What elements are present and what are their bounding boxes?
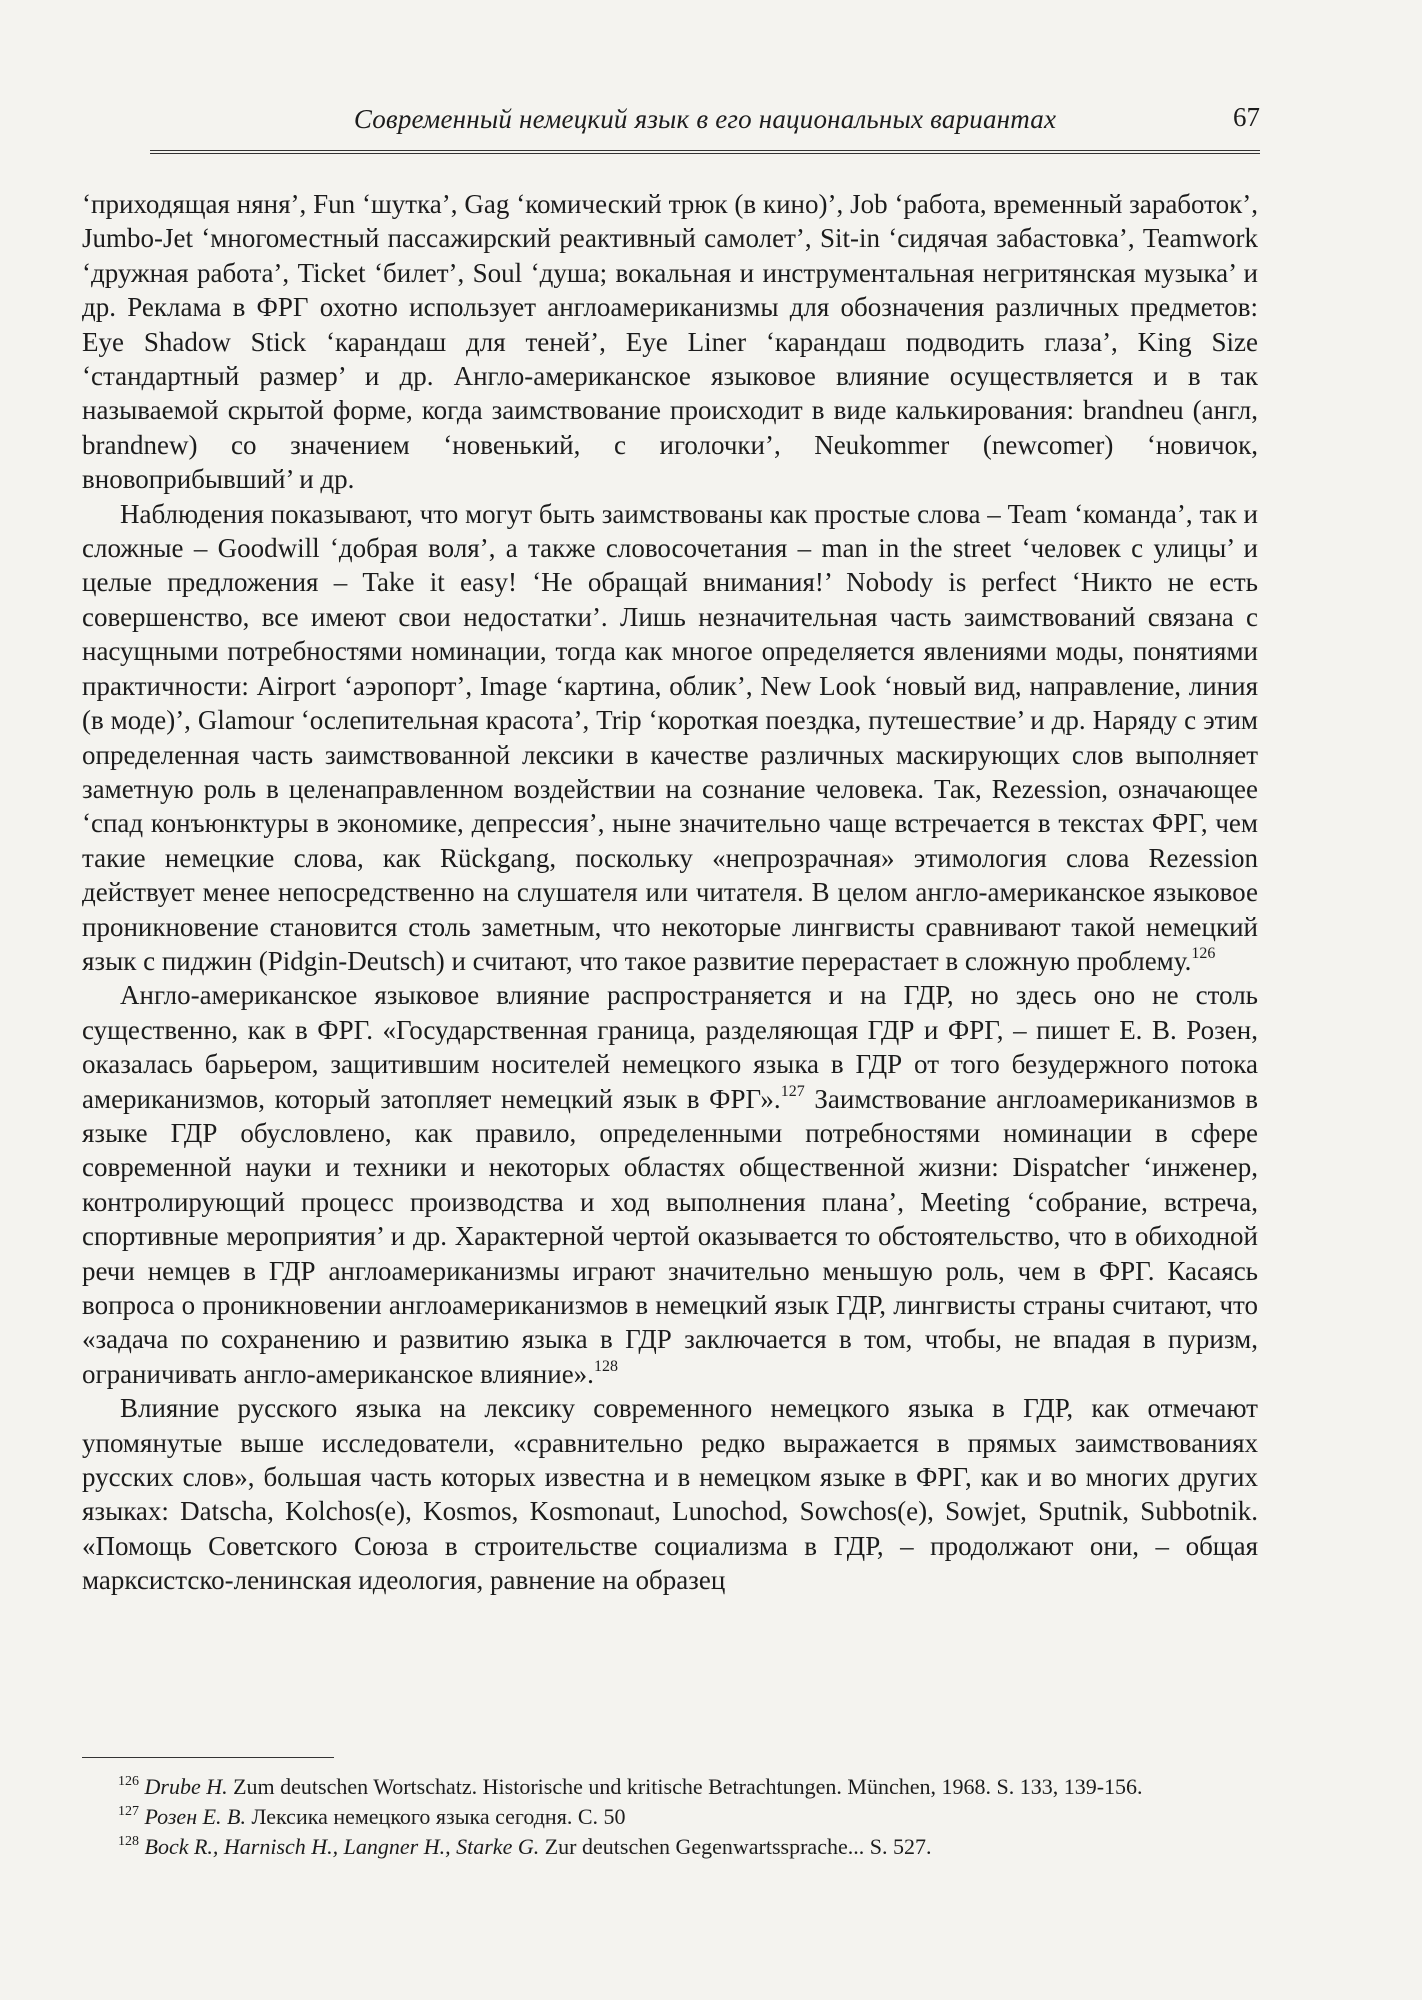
footnote-126 bbox=[118, 1772, 1258, 1802]
footnote-text: Zum deutschen Wortschatz. Historische und kritische Betrachtungen. München, 1968. S. 133, 139-156. bbox=[233, 1774, 1143, 1799]
paragraph-2 bbox=[82, 497, 1258, 979]
footnote-author: Bock R., Harnisch H., Langner H., Starke G. bbox=[144, 1834, 540, 1859]
footnote-ref[interactable]: 127 bbox=[780, 1082, 805, 1100]
footnote-author: Drube H. bbox=[144, 1774, 228, 1799]
paragraph-4 bbox=[82, 1391, 1258, 1597]
paragraph-text: Влияние русского языка на лексику современного немецкого языка в ГДР, как отмечают упомянутые выше исследователи, «сравнительно редко выражается в прямых заимствованиях русских слов», большая часть которых известна и в немецком языке в ФРГ, как и во многих других языках: Datscha, Kolchos(e), Kosmos, Kosmonaut, Lunochod, Sowchos(e), Sowjet, Sputnik, Subbotnik. «Помощь Советского Союза в строительстве социализма в ГДР, – продолжают они, – общая марксистско-ленинская идеология, равнение на образец bbox=[82, 1393, 1258, 1596]
footnote-ref[interactable]: 126 bbox=[1191, 944, 1216, 962]
running-head bbox=[150, 98, 1260, 148]
paragraph-text: Наблюдения показывают, что могут быть заимствованы как простые слова – Team ‘команда’, так и сложные – Goodwill ‘добрая воля’, а также словосочетания – man in the street ‘человек с улицы’ и целые предложения – Take it easy! ‘Не обращай внимания!’ Nobody is perfect ‘Никто не есть совершенство, все имеют свои недостатки’. Лишь незначительная часть заимствований связана с насущными потребностями номинации, тогда как многое определяется явлениями моды, понятиями практичности: Airport ‘аэропорт’, Image ‘картина, облик’, New Look ‘новый вид, направление, линия (в моде)’, Glamour ‘ослепительная красота’, Trip ‘короткая поездка, путешествие’ и др. Наряду с этим определенная часть заимствованной лексики в качестве различных маскирующих слов выполняет заметную роль в целенаправленном воздействии на сознание человека. Так, Rezession, означающее ‘спад конъюнктуры в экономике, депрессия’, ныне значительно чаще встречается в текстах ФРГ, чем такие немецкие слова, как Rückgang, поскольку «непрозрачная» этимология слова Rezession действует менее непосредственно на слушателя или читателя. В целом англо-американское языковое проникновение становится столь заметным, что некоторые лингвисты сравнивают такой немецкий язык с пиджин (Pidgin-Deutsch) и считают, что такое развитие перерастает в сложную проблему. bbox=[82, 498, 1258, 976]
paragraph-text: Англо-американское языковое влияние распространяется и на ГДР, но здесь оно не столь существенно, как в ФРГ. «Государственная граница, разделяющая ГДР и ФРГ, – пишет Е. В. Розен, оказалась барьером, защитившим носителей немецкого языка в ГДР от того безудержного потока американизмов, который затопляет немецкий язык в ФРГ». bbox=[82, 980, 1258, 1114]
footnotes bbox=[118, 1772, 1258, 1862]
paragraph-text: ‘приходящая няня’, Fun ‘шутка’, Gag ‘комический трюк (в кино)’, Job ‘работа, временный заработок’, Jumbo-Jet ‘многоместный пассажирский реактивный самолет’, Sit-in ‘сидячая забастовка’, Teamwork ‘дружная работа’, Ticket ‘билет’, Soul ‘душа; вокальная и инструментальная негритянская музыка’ и др. Реклама в ФРГ охотно использует англоамериканизмы для обозначения различных предметов: Eye Shadow Stick ‘карандаш для теней’, Eye Liner ‘карандаш подводить глаза’, King Size ‘стандартный размер’ и др. Англо-американское языковое влияние осуществляется и в так называемой скрытой форме, когда заимствование происходит в виде калькирования: brandneu (англ, brandnew) со значением ‘новенький, с иголочки’, Neukommer (newcomer) ‘новичок, вновоприбывший’ и др. bbox=[82, 189, 1258, 495]
header-rule bbox=[150, 150, 1260, 154]
page-number: 67 bbox=[1233, 102, 1260, 132]
footnote-ref[interactable]: 128 bbox=[593, 1357, 618, 1375]
footnote-number: 128 bbox=[118, 1834, 139, 1849]
body-text bbox=[82, 187, 1258, 1598]
footnote-text: Zur deutschen Gegenwartssprache... S. 527. bbox=[544, 1834, 932, 1859]
paragraph-1 bbox=[82, 187, 1258, 497]
running-title: Современный немецкий язык в его национальных вариантах bbox=[353, 104, 1057, 134]
footnote-number: 127 bbox=[118, 1804, 139, 1819]
footnote-text: Лексика немецкого языка сегодня. С. 50 bbox=[251, 1804, 626, 1829]
footnote-127 bbox=[118, 1802, 1258, 1832]
footnote-128 bbox=[118, 1832, 1258, 1862]
paragraph-3 bbox=[82, 978, 1258, 1391]
footnote-number: 126 bbox=[118, 1774, 139, 1789]
footnote-rule bbox=[82, 1757, 334, 1758]
paragraph-text: Заимствование англоамериканизмов в языке ГДР обусловлено, как правило, определенными потребностями номинации в сфере современной науки и техники и некоторых областях общественной жизни: Dispatcher ‘инженер, контролирующий процесс производства и ход выполнения плана’, Meeting ‘собрание, встреча, спортивные мероприятия’ и др. Характерной чертой оказывается то обстоятельство, что в обиходной речи немцев в ГДР англоамериканизмы играют значительно меньшую роль, чем в ФРГ. Касаясь вопроса о проникновении англоамериканизмов в немецкий язык ГДР, лингвисты страны считают, что «задача по сохранению и развитию языка в ГДР заключается в том, чтобы, не впадая в пуризм, ограничивать англо-американское влияние». bbox=[82, 1083, 1259, 1389]
footnote-author: Розен Е. В. bbox=[144, 1804, 246, 1829]
